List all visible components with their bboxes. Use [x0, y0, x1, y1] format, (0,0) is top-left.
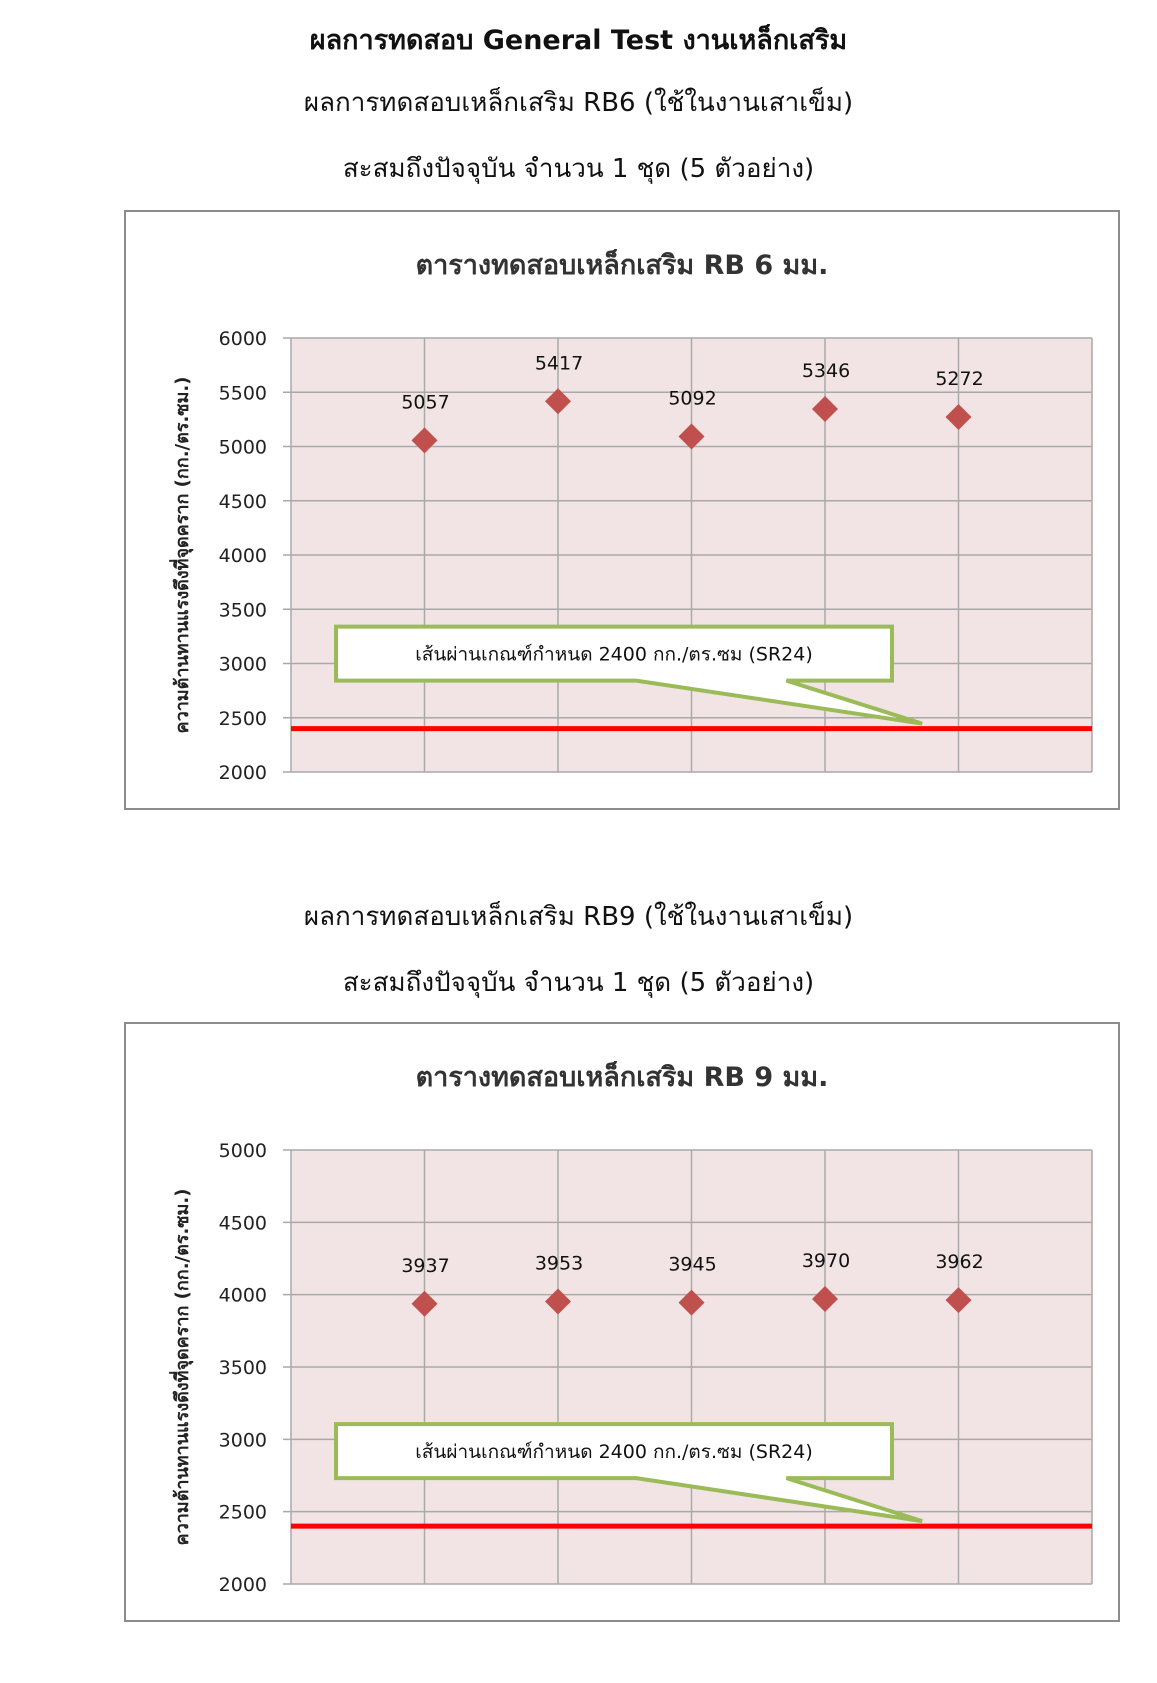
y-tick-label: 2500 [218, 1501, 267, 1524]
chart-rb6 [124, 210, 1120, 810]
y-axis-label: ความต้านทานแรงดึงที่จุดคราก (กก./ตร.ซม.) [172, 1188, 193, 1546]
data-label: 5272 [935, 367, 984, 390]
y-tick-label: 5500 [218, 382, 267, 405]
data-label: 5417 [534, 352, 584, 375]
y-tick-label: 4500 [218, 1212, 267, 1235]
y-tick-label: 3000 [218, 1429, 267, 1452]
data-label: 3962 [935, 1251, 984, 1274]
y-tick-label: 4500 [218, 490, 267, 513]
y-axis-label: ความต้านทานแรงดึงที่จุดคราก (กก./ตร.ซม.) [172, 376, 193, 734]
page-title: ผลการทดสอบ General Test งานเหล็กเสริม [309, 25, 848, 56]
section2-count: สะสมถึงปัจจุบัน จำนวน 1 ชุด (5 ตัวอย่าง) [342, 968, 815, 998]
threshold-callout-label: เส้นผ่านเกณฑ์กำหนด 2400 กก./ตร.ซม (SR24) [415, 1441, 813, 1464]
y-tick-label: 2500 [218, 707, 267, 730]
section1-count: สะสมถึงปัจจุบัน จำนวน 1 ชุด (5 ตัวอย่าง) [342, 154, 815, 184]
data-label: 3937 [401, 1254, 450, 1277]
chart-rb9-svg [126, 1024, 1118, 1620]
y-tick-label: 3500 [218, 599, 267, 622]
chart-rb9 [124, 1022, 1120, 1622]
y-tick-label: 3500 [218, 1357, 267, 1379]
y-tick-label: 4000 [218, 1284, 267, 1307]
data-label: 3970 [801, 1250, 851, 1273]
data-label: 3945 [668, 1253, 717, 1276]
section2-subtitle: ผลการทดสอบเหล็กเสริม RB9 (ใช้ในงานเสาเข็ม) [303, 902, 854, 932]
data-label: 3953 [534, 1252, 584, 1275]
data-label: 5346 [801, 359, 851, 382]
chart-rb6-svg [126, 212, 1118, 808]
y-tick-label: 4000 [218, 545, 267, 567]
y-tick-label: 5000 [218, 1140, 267, 1162]
data-label: 5092 [668, 387, 717, 410]
y-tick-label: 3000 [218, 653, 267, 676]
data-label: 5057 [401, 391, 450, 414]
chart-title: ตารางทดสอบเหล็กเสริม RB 9 มม. [415, 1062, 829, 1093]
chart-title: ตารางทดสอบเหล็กเสริม RB 6 มม. [415, 250, 829, 281]
y-tick-label: 5000 [218, 436, 267, 459]
section1-subtitle: ผลการทดสอบเหล็กเสริม RB6 (ใช้ในงานเสาเข็ม) [303, 88, 854, 118]
y-tick-label: 6000 [218, 328, 267, 350]
threshold-callout-label: เส้นผ่านเกณฑ์กำหนด 2400 กก./ตร.ซม (SR24) [415, 643, 813, 666]
y-tick-label: 2000 [218, 1574, 267, 1596]
y-tick-label: 2000 [218, 762, 267, 784]
